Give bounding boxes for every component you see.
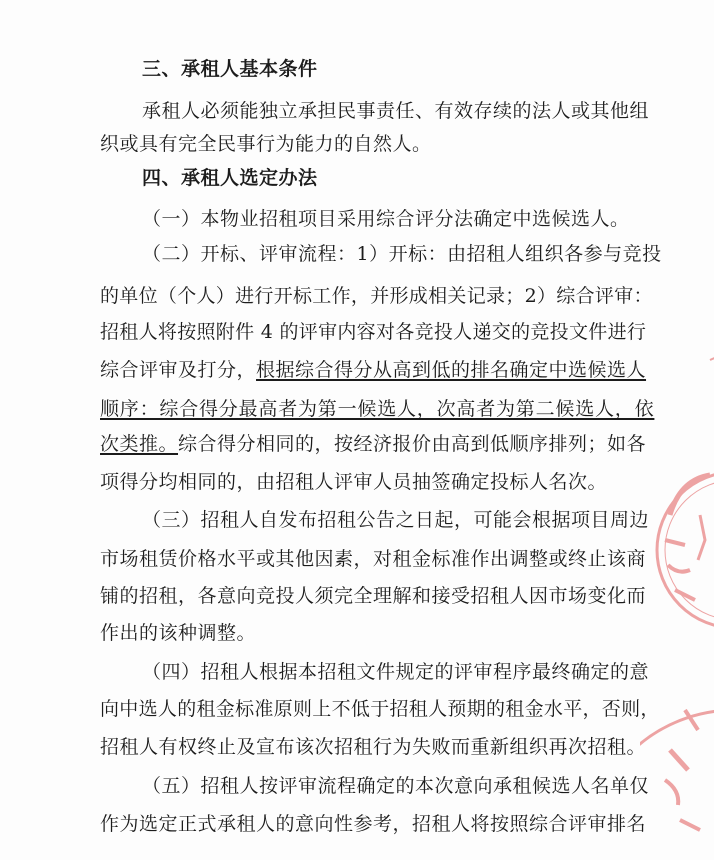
paragraph-line: （四）招租人根据本招租文件规定的评审程序最终确定的意 [142,661,650,683]
section-heading-3: 三、承租人基本条件 [142,58,318,80]
underlined-text: 次类推。 [100,433,179,455]
official-seal-icon [640,300,714,860]
paragraph-line: 招租人将按照附件 4 的评审内容对各竞投人递交的竞投文件进行 [100,321,647,343]
paragraph-line: 招租人有权终止及宣布该次招租行为失败而重新组织再次招租。 [100,736,647,758]
paragraph-line: （五）招租人按评审流程确定的本次意向承租候选人名单仅 [142,775,650,797]
paragraph-line: 项得分均相同的，由招租人评审人员抽签确定投标人名次。 [100,471,608,493]
paragraph-line-mixed [100,358,646,382]
paragraph-line: 市场租赁价格水平或其他因素，对租金标准作出调整或终止该商 [100,548,647,570]
paragraph-line: 织或具有完全民事行为能力的自然人。 [100,133,432,155]
paragraph-line: 的单位（个人）进行开标工作，并形成相关记录；2）综合评审： [100,285,653,307]
paragraph-line: （二）开标、评审流程：1）开标：由招租人组织各参与竞投 [142,243,662,265]
plain-text: 综合得分相同的，按经济报价由高到低顺序排列；如各 [178,433,647,455]
paragraph-line: （一）本物业招租项目采用综合评分法确定中选候选人。 [142,208,630,230]
paragraph-line: 承租人必须能独立承担民事责任、有效存续的法人或其他组 [142,100,650,122]
paragraph-line-mixed [100,432,646,456]
paragraph-line: 作出的该种调整。 [100,622,257,644]
paragraph-line: 作为选定正式承租人的意向性参考，招租人将按照综合评审排名 [100,813,647,835]
plain-text: 综合评审及打分， [100,359,257,381]
paragraph-line: （三）招租人自发布招租公告之日起，可能会根据项目周边 [142,509,650,531]
section-heading-4: 四、承租人选定办法 [142,167,318,189]
paragraph-line: 向中选人的租金标准原则上不低于招租人预期的租金水平，否则， [100,698,660,720]
underlined-text: 根据综合得分从高到低的排名确定中选候选人 [256,359,647,381]
underlined-text: 顺序：综合得分最高者为第一候选人，次高者为第二候选人，依 [100,398,655,420]
paragraph-line: 铺的招租，各意向竞投人须完全理解和接受招租人因市场变化而 [100,585,647,607]
